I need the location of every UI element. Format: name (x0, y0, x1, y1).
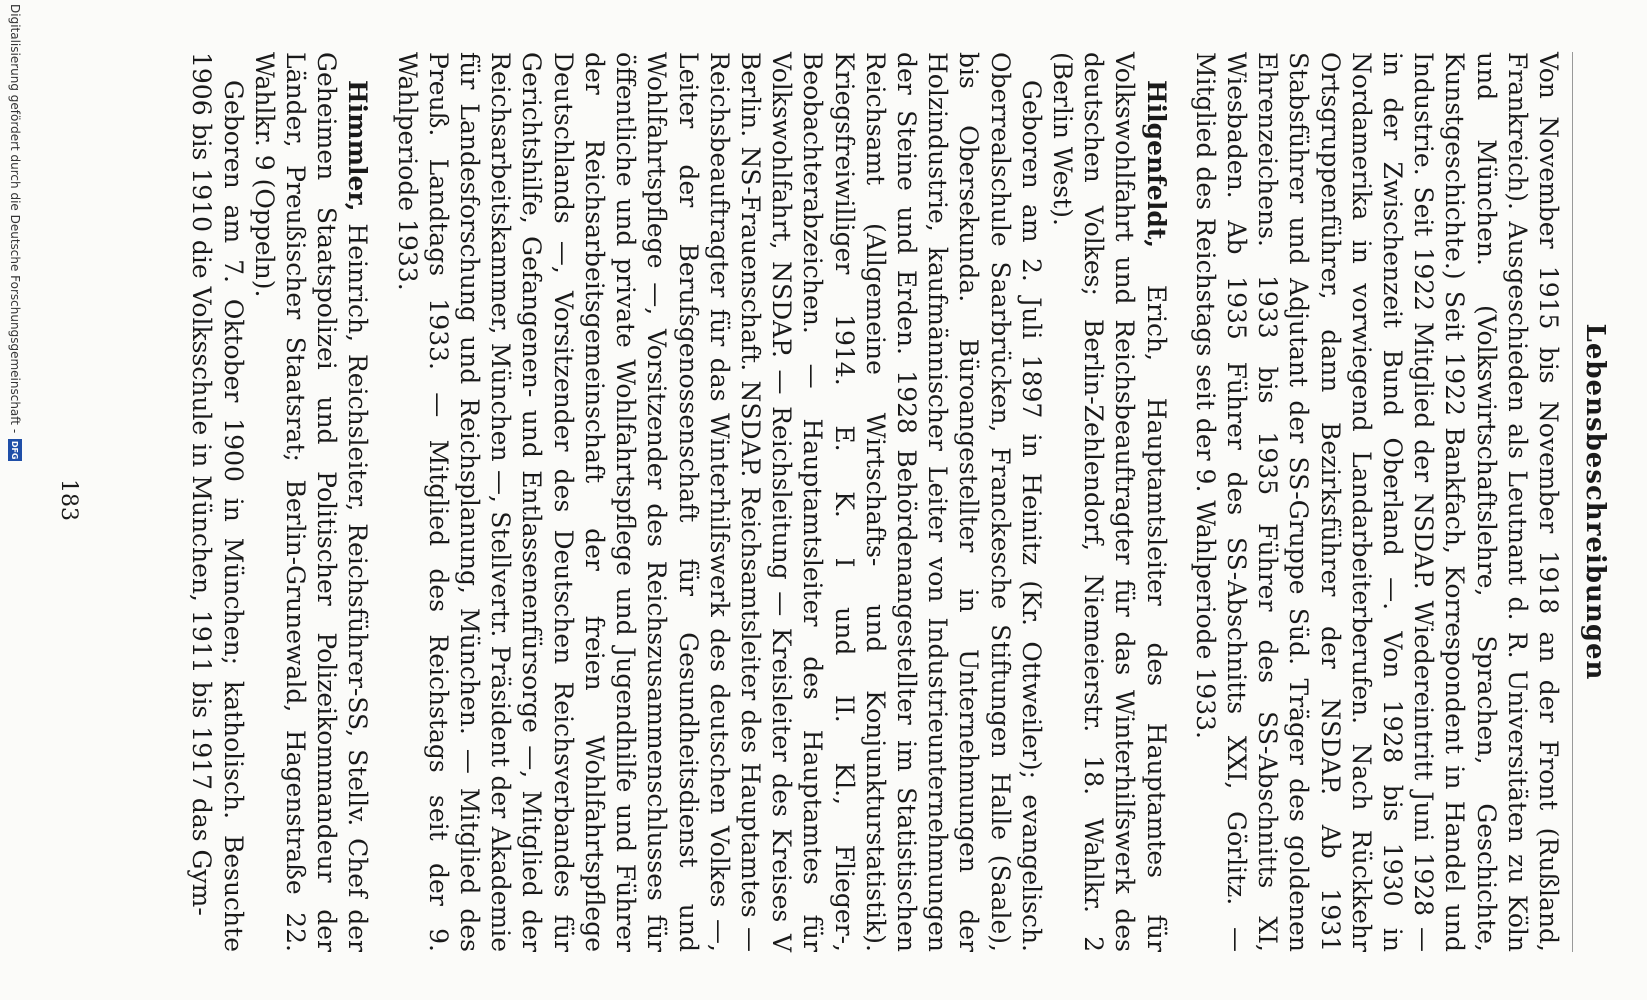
entry-biography: Geboren am 2. Juli 1897 in Heinitz (Kr. Ottweiler); evangelisch. Oberrealschule Saarbrücken, Franckesche Stiftungen Halle (Saale), bis Obersekunda. Büroangestellter in Unternehmungen der Holzindustrie, kaufmännischer Leiter von Industrieunternehmungen der Steine und Erden. 1928 Behördenangestellter im Statistischen Reichsamt (Allgemeine Wirtschafts- und Konjunkturstatistik). Kriegsfreiwilliger 1914. E. K. I und II. Kl., Flieger-, Beobachterabzeichen. — Hauptamtsleiter des Hauptamtes für Volkswohlfahrt, NSDAP. — Reichsleitung — Kreisleiter des Kreises V Berlin. NS-Frauenschaft. NSDAP. Reichsamtsleiter des Hauptamtes — Reichsbeauftragter für das Winterhilfswerk des deutschen Volkes —, Leiter der Berufsgenossenschaft für Gesundheitsdienst und Wohlfahrtspflege —, Vorsitzender des Reichszusammenschlusses für öffentliche und private Wohlfahrtspflege und Jugendhilfe und Führer der Reichsarbeitsgemeinschaft der freien Wohlfahrtspflege Deutschlands —, Vorsitzender des Deutschen Reichsverbandes für Gerichtshilfe, Gefangenen- und Entlassenenfürsorge —, Mitglied der Reichsarbeitskammer, München —, Stellvertr. Präsident der Akademie für Landesforschung und Reichsplanung, München. — Mitglied des Preuß. Landtags 1933. — Mitglied des Reichstags seit der 9. Wahlperiode 1933. (392, 52, 1046, 952)
entry-biography: Geboren am 7. Oktober 1900 in München; katholisch. Besuchte 1906 bis 1910 die Volksschule in München, 1911 bis 1917 das Gym- (187, 52, 248, 952)
entry-hilgenfeldt (391, 52, 1171, 952)
entry-continuation (1190, 52, 1564, 952)
entry-name: Himmler, (343, 80, 373, 212)
entry-name: Hilgenfeldt, (1141, 80, 1171, 249)
entry-title-text: Heinrich, Reichsleiter, Reichsführer-SS, Stellv. Chef der Geheimen Staatspolizei und Politischer Polizeikommandeur der Länder, Preußischer Staatsrat; Berlin-Grunewald, Hagenstraße 22. Wahlkr. 9 (Oppeln). (249, 52, 373, 952)
page-title: Lebensbeschreibungen (1580, 323, 1610, 681)
page-number: 183 (56, 479, 81, 521)
entry-heading-line (249, 52, 374, 952)
page-header (1572, 52, 1617, 952)
entry-heading-line (1047, 52, 1172, 952)
entry-title-text: Erich, Hauptamtsleiter des Hauptamtes für Volkswohlfahrt und Reichsbeauftragter für das Winterhilfswerk des deutschen Volkes; Berlin-Zehlendorf, Niemeierstr. 18. Wahlkr. 2 (Berlin West). (1047, 52, 1171, 952)
digitization-footer (0, 4, 30, 1004)
entry-himmler (186, 52, 373, 952)
entry-text: Von November 1915 bis November 1918 an der Front (Rußland, Frankreich). Ausgeschieden als Leutnant d. R. Universitäten zu Köln und München. (Volkswirtschaftslehre, Sprachen, Geschichte, Kunstgeschichte.) Seit 1922 Bankfach, Korrespondent in Handel und Industrie. Seit 1922 Mitglied der NSDAP. Wiedereintritt Juni 1928 — in der Zwischenzeit Bund Oberland —. Von 1928 bis 1930 in Nordamerika in vorwiegend Landarbeiterberufen. Nach Rückkehr Ortsgruppenführer, dann Bezirksführer der NSDAP. Ab 1931 Stabsführer und Adjutant der SS-Gruppe Süd. Träger des goldenen Ehrenzeichens. 1933 bis 1935 Führer des SS-Abschnitts XI, Wiesbaden. Ab 1935 Führer des SS-Abschnitts XXI, Görlitz. — Mitglied des Reichstags seit der 9. Wahlperiode 1933. (1190, 52, 1563, 952)
dfg-logo: DFG (8, 439, 22, 461)
footer-note: Digitalisierung gefördert durch die Deutsche Forschungsgemeinschaft - (8, 4, 22, 434)
